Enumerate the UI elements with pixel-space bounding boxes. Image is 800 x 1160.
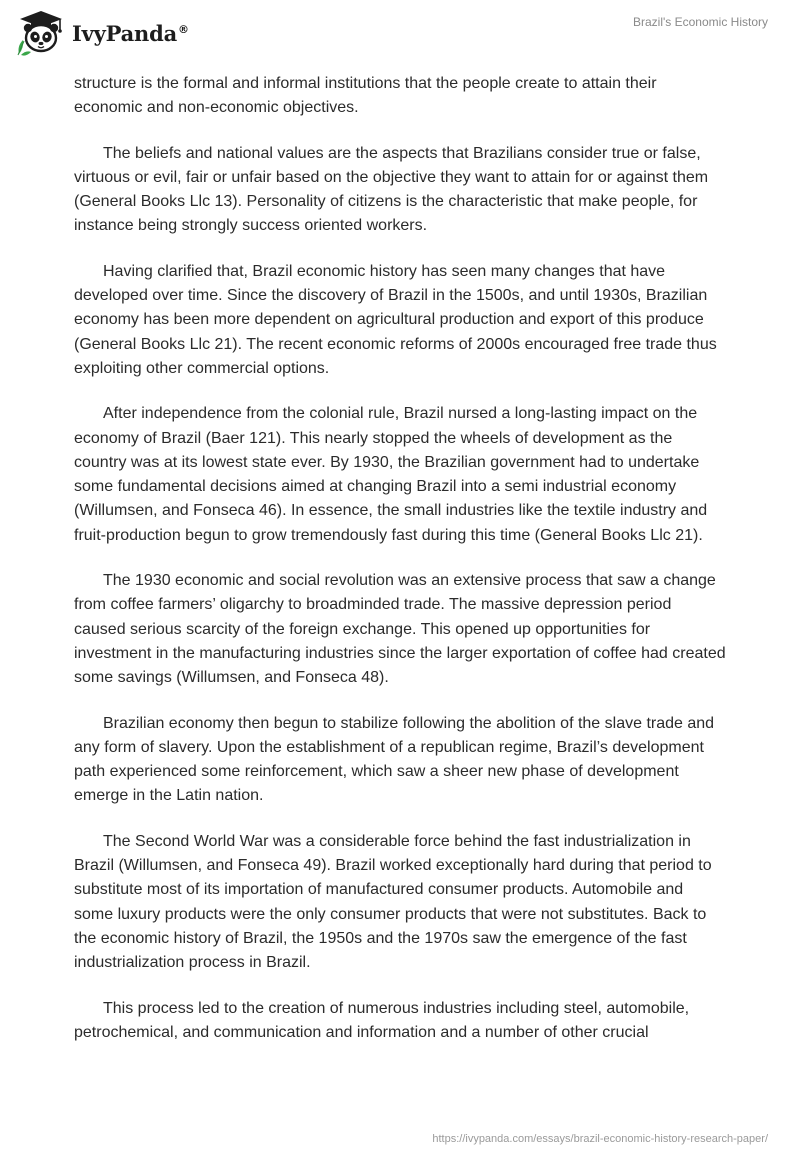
essay-body [74, 72, 726, 1066]
paragraph: structure is the formal and informal institutions that the people create to attain their economic and non-economic objectives. [74, 75, 657, 117]
source-url[interactable]: https://ivypanda.com/essays/brazil-economic-history-research-paper/ [432, 1133, 768, 1145]
paragraph: The Second World War was a considerable force behind the fast industrialization in Brazil (Willumsen, and Fonseca 49). Brazil worked exceptionally hard during that period to substitute most of its importation of manufactured consumer products. Automobile and some luxury products were the only consumer products that were not substitutes. Back to the economic history of Brazil, the 1950s and the 1970s saw the emergence of the fast industrialization process in Brazil. [74, 832, 712, 972]
paragraph: This process led to the creation of numerous industries including steel, automobile, petrochemical, and communication and information and a number of other crucial [74, 999, 690, 1041]
paragraph: The beliefs and national values are the aspects that Brazilians consider true or false, virtuous or evil, fair or unfair based on the objective they want to attain for or against them (General Books Llc 13). Personality of citizens is the characteristic that make people, for instance being strongly success oriented workers. [74, 144, 709, 235]
registered-mark: ® [178, 22, 189, 36]
document-title: Brazil's Economic History [633, 15, 768, 29]
paragraph: The 1930 economic and social revolution was an extensive process that saw a change from coffee farmers’ oligarchy to broadminded trade. The massive depression period caused serious scarcity of the foreign exchange. This opened up opportunities for investment in the manufacturing industries since the larger exportation of coffee had created some savings (Willumsen, and Fonseca 48). [74, 572, 726, 687]
brand-name: IvyPanda® [72, 20, 189, 46]
paragraph: Brazilian economy then begun to stabilize following the abolition of the slave trade and any form of slavery. Upon the establishment of a republican regime, Brazil’s development path experienced some reinforcement, which saw a sheer new phase of development emerge in the Latin nation. [74, 714, 715, 805]
paragraph: After independence from the colonial rule, Brazil nursed a long-lasting impact on the economy of Brazil (Baer 121). This nearly stopped the wheels of development as the country was at its lowest state ever. By 1930, the Brazilian government had to undertake some fundamental decisions aimed at changing Brazil into a semi industrial economy (Willumsen, and Fonseca 46). In essence, the small industries like the textile industry and fruit-production begun to grow tremendously fast during this time (General Books Llc 21). [74, 405, 708, 544]
panda-graduate-icon [14, 8, 66, 56]
ivypanda-logo[interactable] [14, 8, 189, 56]
page-header [0, 0, 800, 70]
paragraph: Having clarified that, Brazil economic history has seen many changes that have developed over time. Since the discovery of Brazil in the 1500s, and until 1930s, Brazilian economy has been more dependent on agricultural production and export of this produce (General Books Llc 21). The recent economic reforms of 2000s encouraged free trade thus exploiting other commercial options. [74, 262, 717, 377]
